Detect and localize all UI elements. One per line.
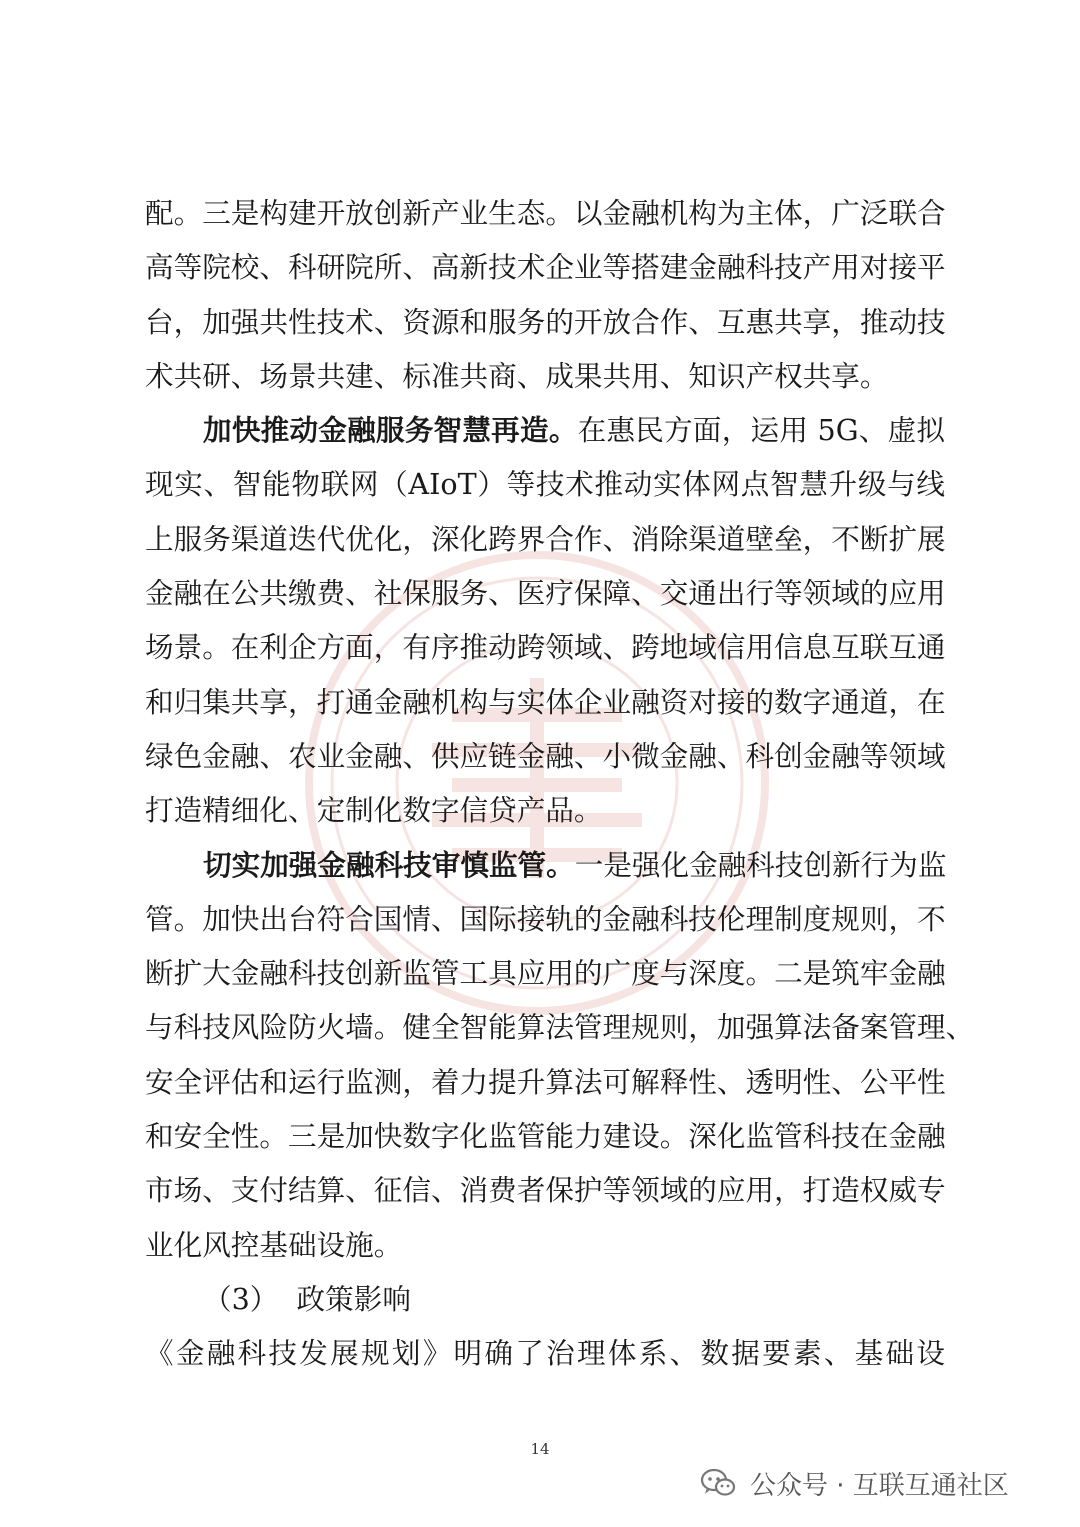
- footer-brand: [700, 1463, 1009, 1503]
- text-line: 上服务渠道迭代优化，深化跨界合作、消除渠道壁垒，不断扩展: [145, 521, 946, 556]
- page-number: 14: [530, 1440, 550, 1458]
- paragraph-ecosystem: [145, 186, 945, 403]
- paragraph-heading: 切实加强金融科技审慎监管。: [203, 847, 575, 882]
- text-line: 管。加快出台符合国情、国际接轨的金融科技伦理制度规则，不: [145, 901, 946, 936]
- paragraph-first-line-text: 在惠民方面，运用 5G、虚拟: [577, 413, 945, 448]
- wechat-icon: [700, 1467, 736, 1499]
- text-line: 场景。在利企方面，有序推动跨领域、跨地域信用信息互联互通: [145, 630, 946, 665]
- footer-text: 公众号 · 互联互通社区: [750, 1470, 1009, 1501]
- paragraph-prudent-supervision: [145, 838, 975, 1272]
- paragraph-service-reshaping: [145, 403, 945, 837]
- paragraph-heading: 加快推动金融服务智慧再造。: [203, 413, 578, 448]
- text-line: 术共研、场景共建、标准共商、成果共用、知识产权共享。: [145, 358, 889, 393]
- text-line: 业化风控基础设施。: [145, 1227, 403, 1262]
- text-line: 绿色金融、农业金融、供应链金融、小微金融、科创金融等领域: [145, 738, 946, 773]
- text-line: 和归集共享，打通金融机构与实体企业融资对接的数字通道，在: [145, 684, 946, 719]
- paragraph-first-line: [145, 403, 945, 457]
- text-line: 与科技风险防火墙。健全智能算法管理规则，加强算法备案管理、: [145, 1010, 975, 1045]
- text-line: 打造精细化、定制化数字信贷产品。: [145, 793, 603, 828]
- text-line: 现实、智能物联网（AIoT）等技术推动实体网点智慧升级与线: [145, 467, 945, 502]
- paragraph-first-line-text: 一是强化金融科技创新行为监: [574, 847, 947, 882]
- text-line: 断扩大金融科技创新监管工具应用的广度与深度。二是筑牢金融: [145, 956, 946, 991]
- text-line: 高等院校、科研院所、高新技术企业等搭建金融科技产用对接平: [145, 250, 946, 285]
- text-line: 市场、支付结算、征信、消费者保护等领域的应用，打造权威专: [145, 1173, 946, 1208]
- paragraph-policy-impact: [145, 1326, 945, 1380]
- text-line: 《金融科技发展规划》明确了治理体系、数据要素、基础设: [145, 1336, 945, 1371]
- text-line: 配。三是构建开放创新产业生态。以金融机构为主体，广泛联合: [145, 196, 946, 230]
- paragraph-first-line: [145, 838, 945, 892]
- section-heading: （3） 政策影响: [203, 1281, 411, 1316]
- text-line: 金融在公共缴费、社保服务、医疗保障、交通出行等领域的应用: [145, 576, 946, 611]
- document-body: [145, 186, 975, 1381]
- text-line: 和安全性。三是加快数字化监管能力建设。深化监管科技在金融: [145, 1119, 946, 1154]
- text-line: 安全评估和运行监测，着力提升算法可解释性、透明性、公平性: [145, 1064, 946, 1099]
- text-line: 台，加强共性技术、资源和服务的开放合作、互惠共享，推动技: [145, 304, 946, 339]
